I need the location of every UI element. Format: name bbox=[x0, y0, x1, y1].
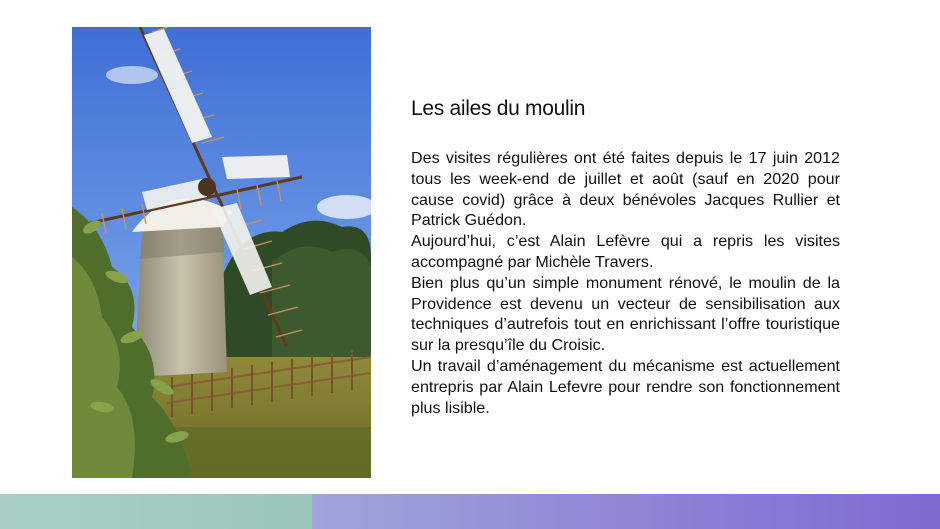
footer-band-left bbox=[0, 494, 312, 529]
paragraph-monument: Bien plus qu’un simple monument rénové, le moulin de la Providence est devenu un vecteur de sensibilisation aux techniques d’autrefois tout en enrichissant l’offre touristique sur la presqu’île du Croisic. bbox=[411, 273, 840, 355]
slide-body bbox=[411, 148, 840, 418]
paragraph-visits: Des visites régulières ont été faites depuis le 17 juin 2012 tous les week-end de juillet et août (sauf en 2020 pour cause covid) grâce à deux bénévoles Jacques Rullier et Patrick Guédon. bbox=[411, 149, 840, 230]
paragraph-current-guide: Aujourd’hui, c’est Alain Lefèvre qui a repris les visites accompagné par Michèle Travers. bbox=[411, 232, 840, 271]
footer-band-right bbox=[312, 494, 940, 529]
windmill-illustration bbox=[72, 27, 371, 478]
paragraph-mechanism: Un travail d’aménagement du mécanisme est actuellement entrepris par Alain Lefevre pour rendre son fonctionnement plus lisible. bbox=[411, 356, 840, 417]
windmill-photo bbox=[72, 27, 371, 478]
slide-title: Les ailes du moulin bbox=[411, 97, 586, 120]
